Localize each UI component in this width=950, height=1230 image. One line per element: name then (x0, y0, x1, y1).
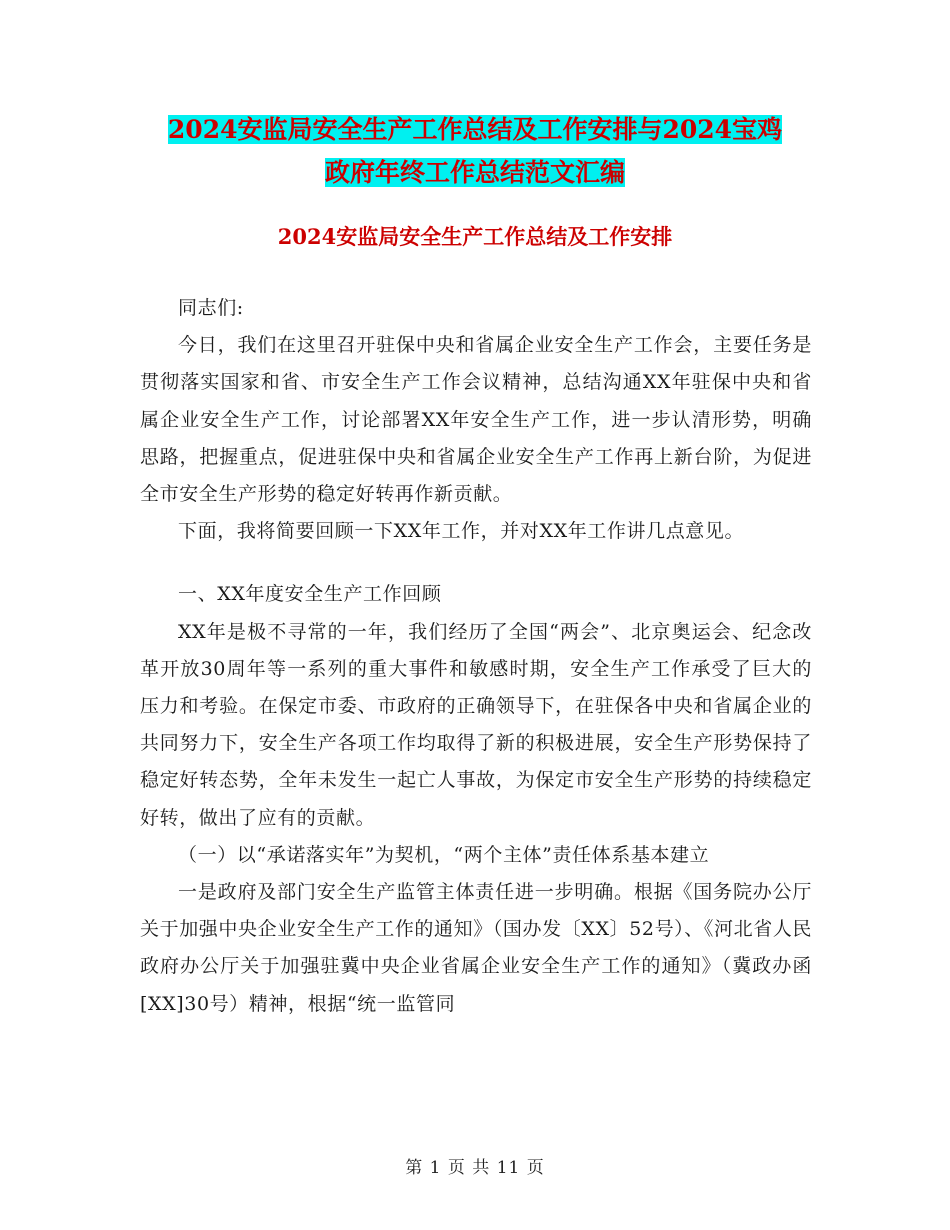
paragraph: 下面，我将简要回顾一下XX年工作，并对XX年工作讲几点意见。 (178, 520, 745, 543)
paragraph: 今日，我们在这里召开驻保中央和省属企业安全生产工作会，主要任务是贯彻落实国家和省、市安全生产工作会议精神，总结沟通XX年驻保中央和省属企业安全生产工作，讨论部署XX年安全生产工作，进一步认清形势，明确思路，把握重点，促进驻保中央和省属企业安全生产工作再上新台阶，为促进全市安全生产形势的稳定好转再作新贡献。 (140, 334, 812, 506)
title-highlight-2: 政府年终工作总结范文汇编 (324, 158, 625, 187)
section-title: 2024安监局安全生产工作总结及工作安排 (277, 224, 673, 249)
document-body (140, 290, 812, 1023)
paragraph: XX年是极不寻常的一年，我们经历了全国“两会”、北京奥运会、纪念改革开放30周年等一系列的重大事件和敏感时期，安全生产工作承受了巨大的压力和考验。在保定市委、市政府的正确领导下，在驻保各中央和省属企业的共同努力下，安全生产各项工作均取得了新的积极进展，安全生产形势保持了稳定好转态势，全年未发生一起亡人事故，为保定市安全生产形势的持续稳定好转，做出了应有的贡献。 (140, 620, 812, 829)
subsection-heading: （一）以“承诺落实年”为契机，“两个主体”责任体系基本建立 (178, 843, 710, 866)
paragraph: 一是政府及部门安全生产监管主体责任进一步明确。根据《国务院办公厅关于加强中央企业安全生产工作的通知》（国办发〔XX〕52号）、《河北省人民政府办公厅关于加强驻冀中央企业省属企业安全生产工作的通知》（冀政办函[XX]30号）精神，根据“统一监管同 (140, 881, 812, 1015)
page-footer: 第 1 页 共 11 页 (405, 1158, 545, 1178)
document-title-line-1 (140, 112, 810, 148)
document-title-line-2 (140, 155, 810, 191)
title-highlight-1: 2024安监局安全生产工作总结及工作安排与2024宝鸡 (167, 115, 783, 144)
section-heading: 一、XX年度安全生产工作回顾 (178, 583, 442, 606)
salutation: 同志们: (178, 297, 244, 319)
